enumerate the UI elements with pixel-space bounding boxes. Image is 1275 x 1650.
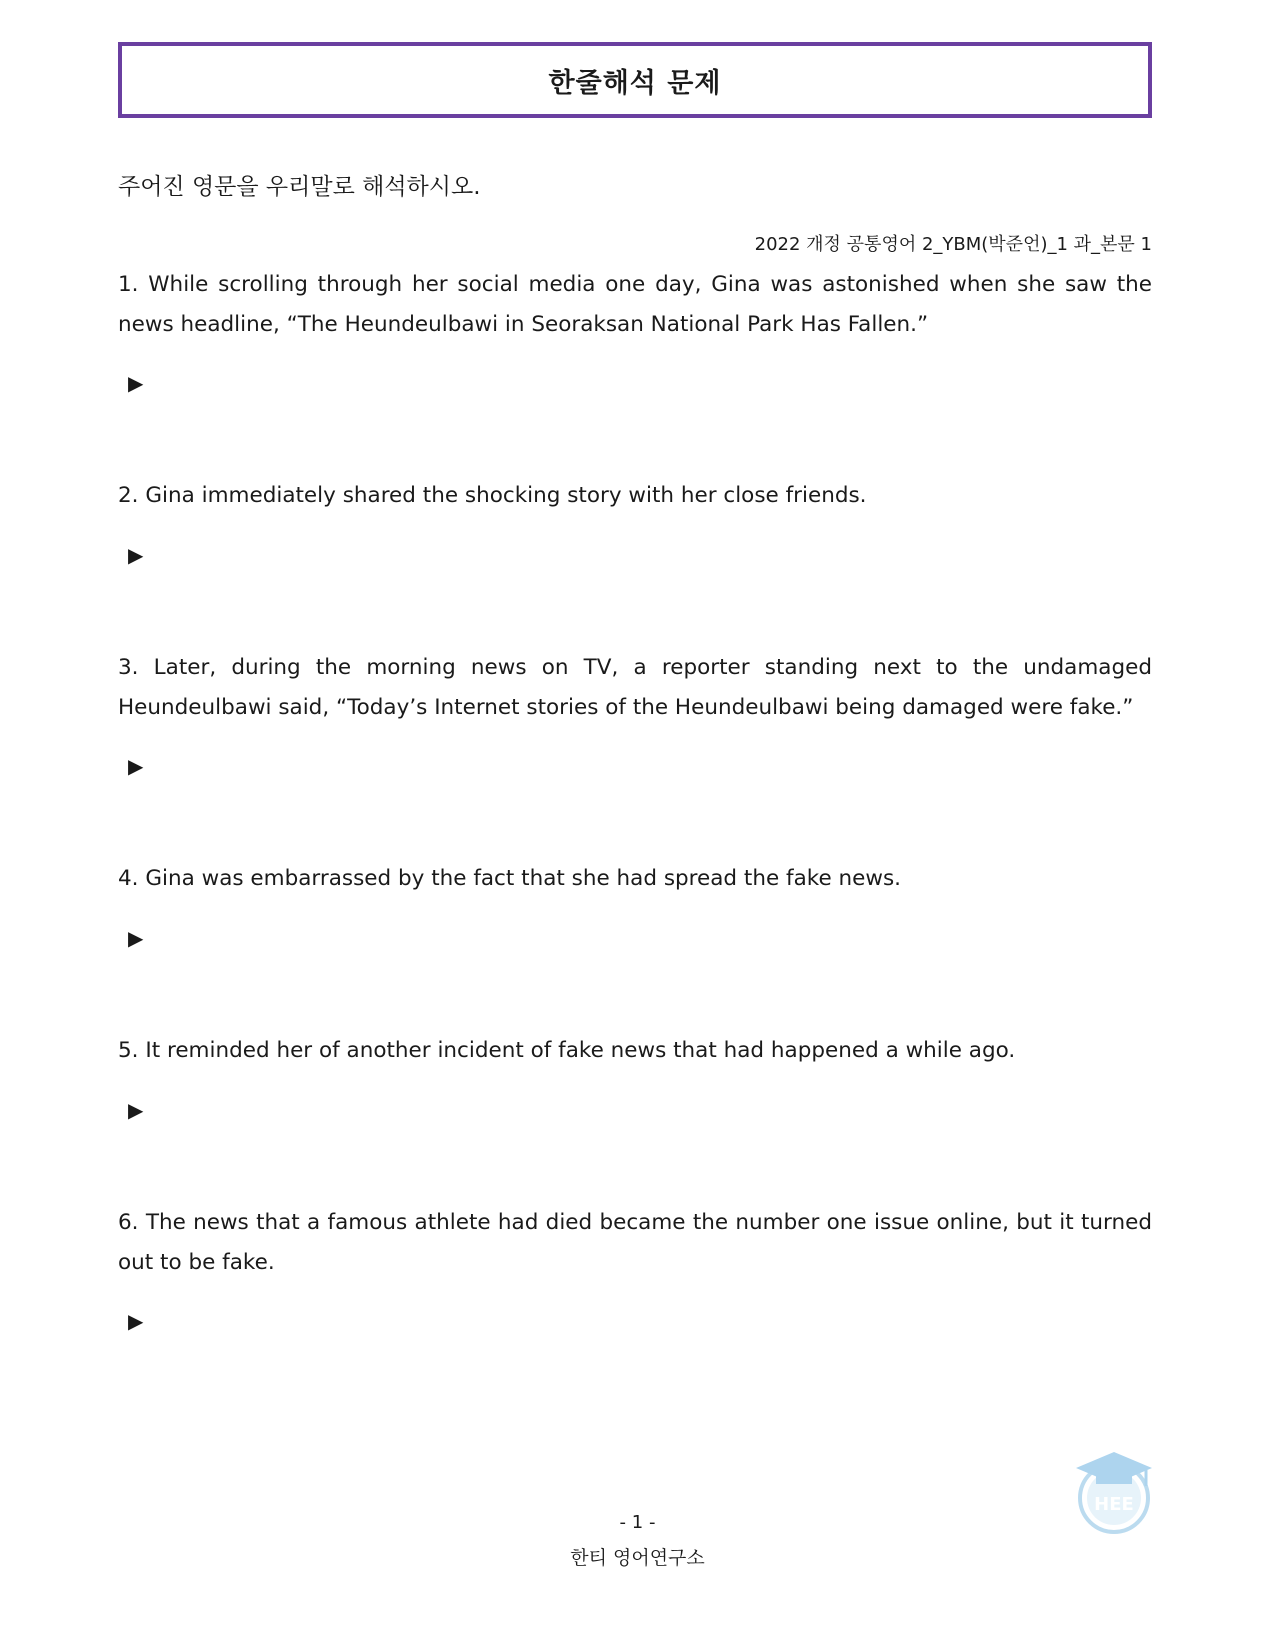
answer-marker-icon: ▶ (128, 543, 144, 567)
answer-marker-icon: ▶ (128, 371, 144, 395)
question-1: 1. While scrolling through her social media one day, Gina was astonished when she saw the news headline, “The Heundeulbawi in Seoraksan National Park Has Fallen.” (118, 272, 1152, 337)
answer-marker-icon: ▶ (128, 754, 144, 778)
instruction-text: 주어진 영문을 우리말로 해석하시오. (118, 174, 481, 200)
question-6: 6. The news that a famous athlete had died became the number one issue online, but it turned out to be fake. (118, 1210, 1152, 1275)
answer-marker-icon: ▶ (128, 1098, 144, 1122)
answer-marker-icon: ▶ (128, 1309, 144, 1333)
page-title: 한줄해석 문제 (548, 67, 722, 99)
title-box (118, 42, 1152, 118)
watermark-text: HEE (1094, 1494, 1134, 1515)
question-3: 3. Later, during the morning news on TV, a reporter standing next to the undamaged Heundeulbawi said, “Today’s Internet stories of the Heundeulbawi being damaged were fake.” (118, 655, 1152, 720)
question-5: 5. It reminded her of another incident of fake news that had happened a while ago. (118, 1038, 1016, 1063)
footer-organization: 한티 영어연구소 (570, 1547, 705, 1569)
source-label: 2022 개정 공통영어 2_YBM(박준언)_1 과_본문 1 (754, 234, 1152, 255)
page-number: - 1 - (619, 1512, 656, 1533)
question-2: 2. Gina immediately shared the shocking story with her close friends. (118, 483, 867, 508)
answer-marker-icon: ▶ (128, 926, 144, 950)
question-4: 4. Gina was embarrassed by the fact that she had spread the fake news. (118, 866, 901, 891)
